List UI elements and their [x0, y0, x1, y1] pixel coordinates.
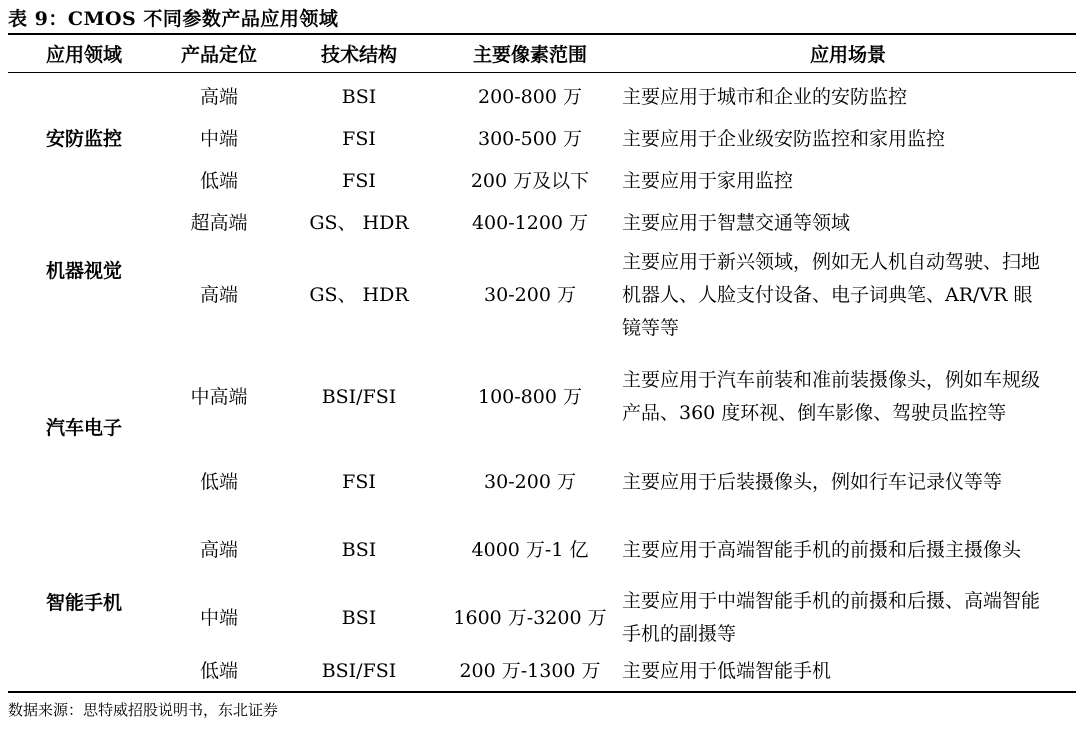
row-pixels: 1600 万-3200 万: [453, 606, 607, 629]
row-pixels: 30-200 万: [484, 283, 576, 306]
row-tech: BSI/FSI: [321, 659, 397, 682]
row-position: 高端: [199, 85, 238, 108]
table-caption: 表 9：CMOS 不同参数产品应用领域: [8, 8, 339, 30]
row-scene: 主要应用于高端智能手机的前摄和后摄主摄像头: [622, 538, 1022, 561]
row-pixels: 100-800 万: [478, 385, 582, 408]
row-pixels: 400-1200 万: [471, 211, 589, 234]
domain-security: 安防监控: [45, 127, 122, 150]
row-position: 高端: [199, 538, 238, 561]
source-note: 数据来源：思特威招股说明书，东北证券: [8, 701, 279, 719]
header-pixels: 主要像素范围: [472, 43, 587, 66]
domain-phone: 智能手机: [45, 592, 122, 614]
row-position: 中高端: [190, 385, 248, 408]
row-tech: FSI: [342, 470, 376, 493]
domain-auto: 汽车电子: [45, 416, 122, 439]
row-position: 低端: [199, 470, 238, 493]
row-position: 低端: [199, 659, 238, 682]
row-scene: 主要应用于后装摄像头，例如行车记录仪等等: [622, 470, 1003, 493]
row-pixels: 200 万-1300 万: [459, 659, 601, 682]
row-position: 低端: [199, 169, 238, 192]
header-domain: 应用领域: [45, 43, 122, 66]
row-position: 高端: [199, 283, 238, 306]
row-scene: 主要应用于中端智能手机的前摄和后摄、高端智能手机的副摄等: [622, 590, 1041, 645]
row-pixels: 30-200 万: [484, 470, 576, 493]
header-scene: 应用场景: [809, 43, 886, 66]
row-tech: BSI: [341, 85, 377, 108]
row-pixels: 200-800 万: [478, 85, 582, 108]
row-position: 超高端: [190, 211, 248, 234]
row-tech: GS、 HDR: [309, 283, 409, 306]
row-scene: 主要应用于新兴领域，例如无人机自动驾驶、扫地机器人、人脸支付设备、电子词典笔、AR/VR 眼镜等等: [622, 250, 1041, 339]
row-scene: 主要应用于智慧交通等领域: [622, 211, 851, 234]
row-pixels: 4000 万-1 亿: [471, 538, 589, 561]
row-tech: FSI: [342, 169, 376, 192]
row-scene: 主要应用于低端智能手机: [622, 659, 832, 682]
header-rule: [8, 72, 1076, 73]
row-tech: BSI: [341, 606, 377, 629]
header-tech: 技术结构: [320, 43, 397, 66]
row-pixels: 200 万及以下: [470, 169, 590, 192]
row-tech: FSI: [342, 127, 376, 150]
table-header: [8, 34, 1076, 72]
row-tech: GS、 HDR: [309, 211, 409, 234]
row-position: 中端: [199, 606, 238, 629]
bottom-rule: [8, 691, 1076, 693]
row-scene: 主要应用于家用监控: [622, 169, 794, 192]
row-scene: 主要应用于企业级安防监控和家用监控: [622, 127, 946, 150]
row-scene: 主要应用于汽车前装和准前装摄像头，例如车规级产品、360 度环视、倒车影像、驾驶员监控等: [622, 369, 1041, 424]
header-position: 产品定位: [180, 43, 257, 66]
row-scene: 主要应用于城市和企业的安防监控: [622, 85, 908, 108]
domain-vision: 机器视觉: [45, 259, 122, 282]
row-tech: BSI: [341, 538, 377, 561]
row-tech: BSI/FSI: [321, 385, 397, 408]
row-position: 中端: [199, 127, 238, 150]
row-pixels: 300-500 万: [478, 127, 582, 150]
